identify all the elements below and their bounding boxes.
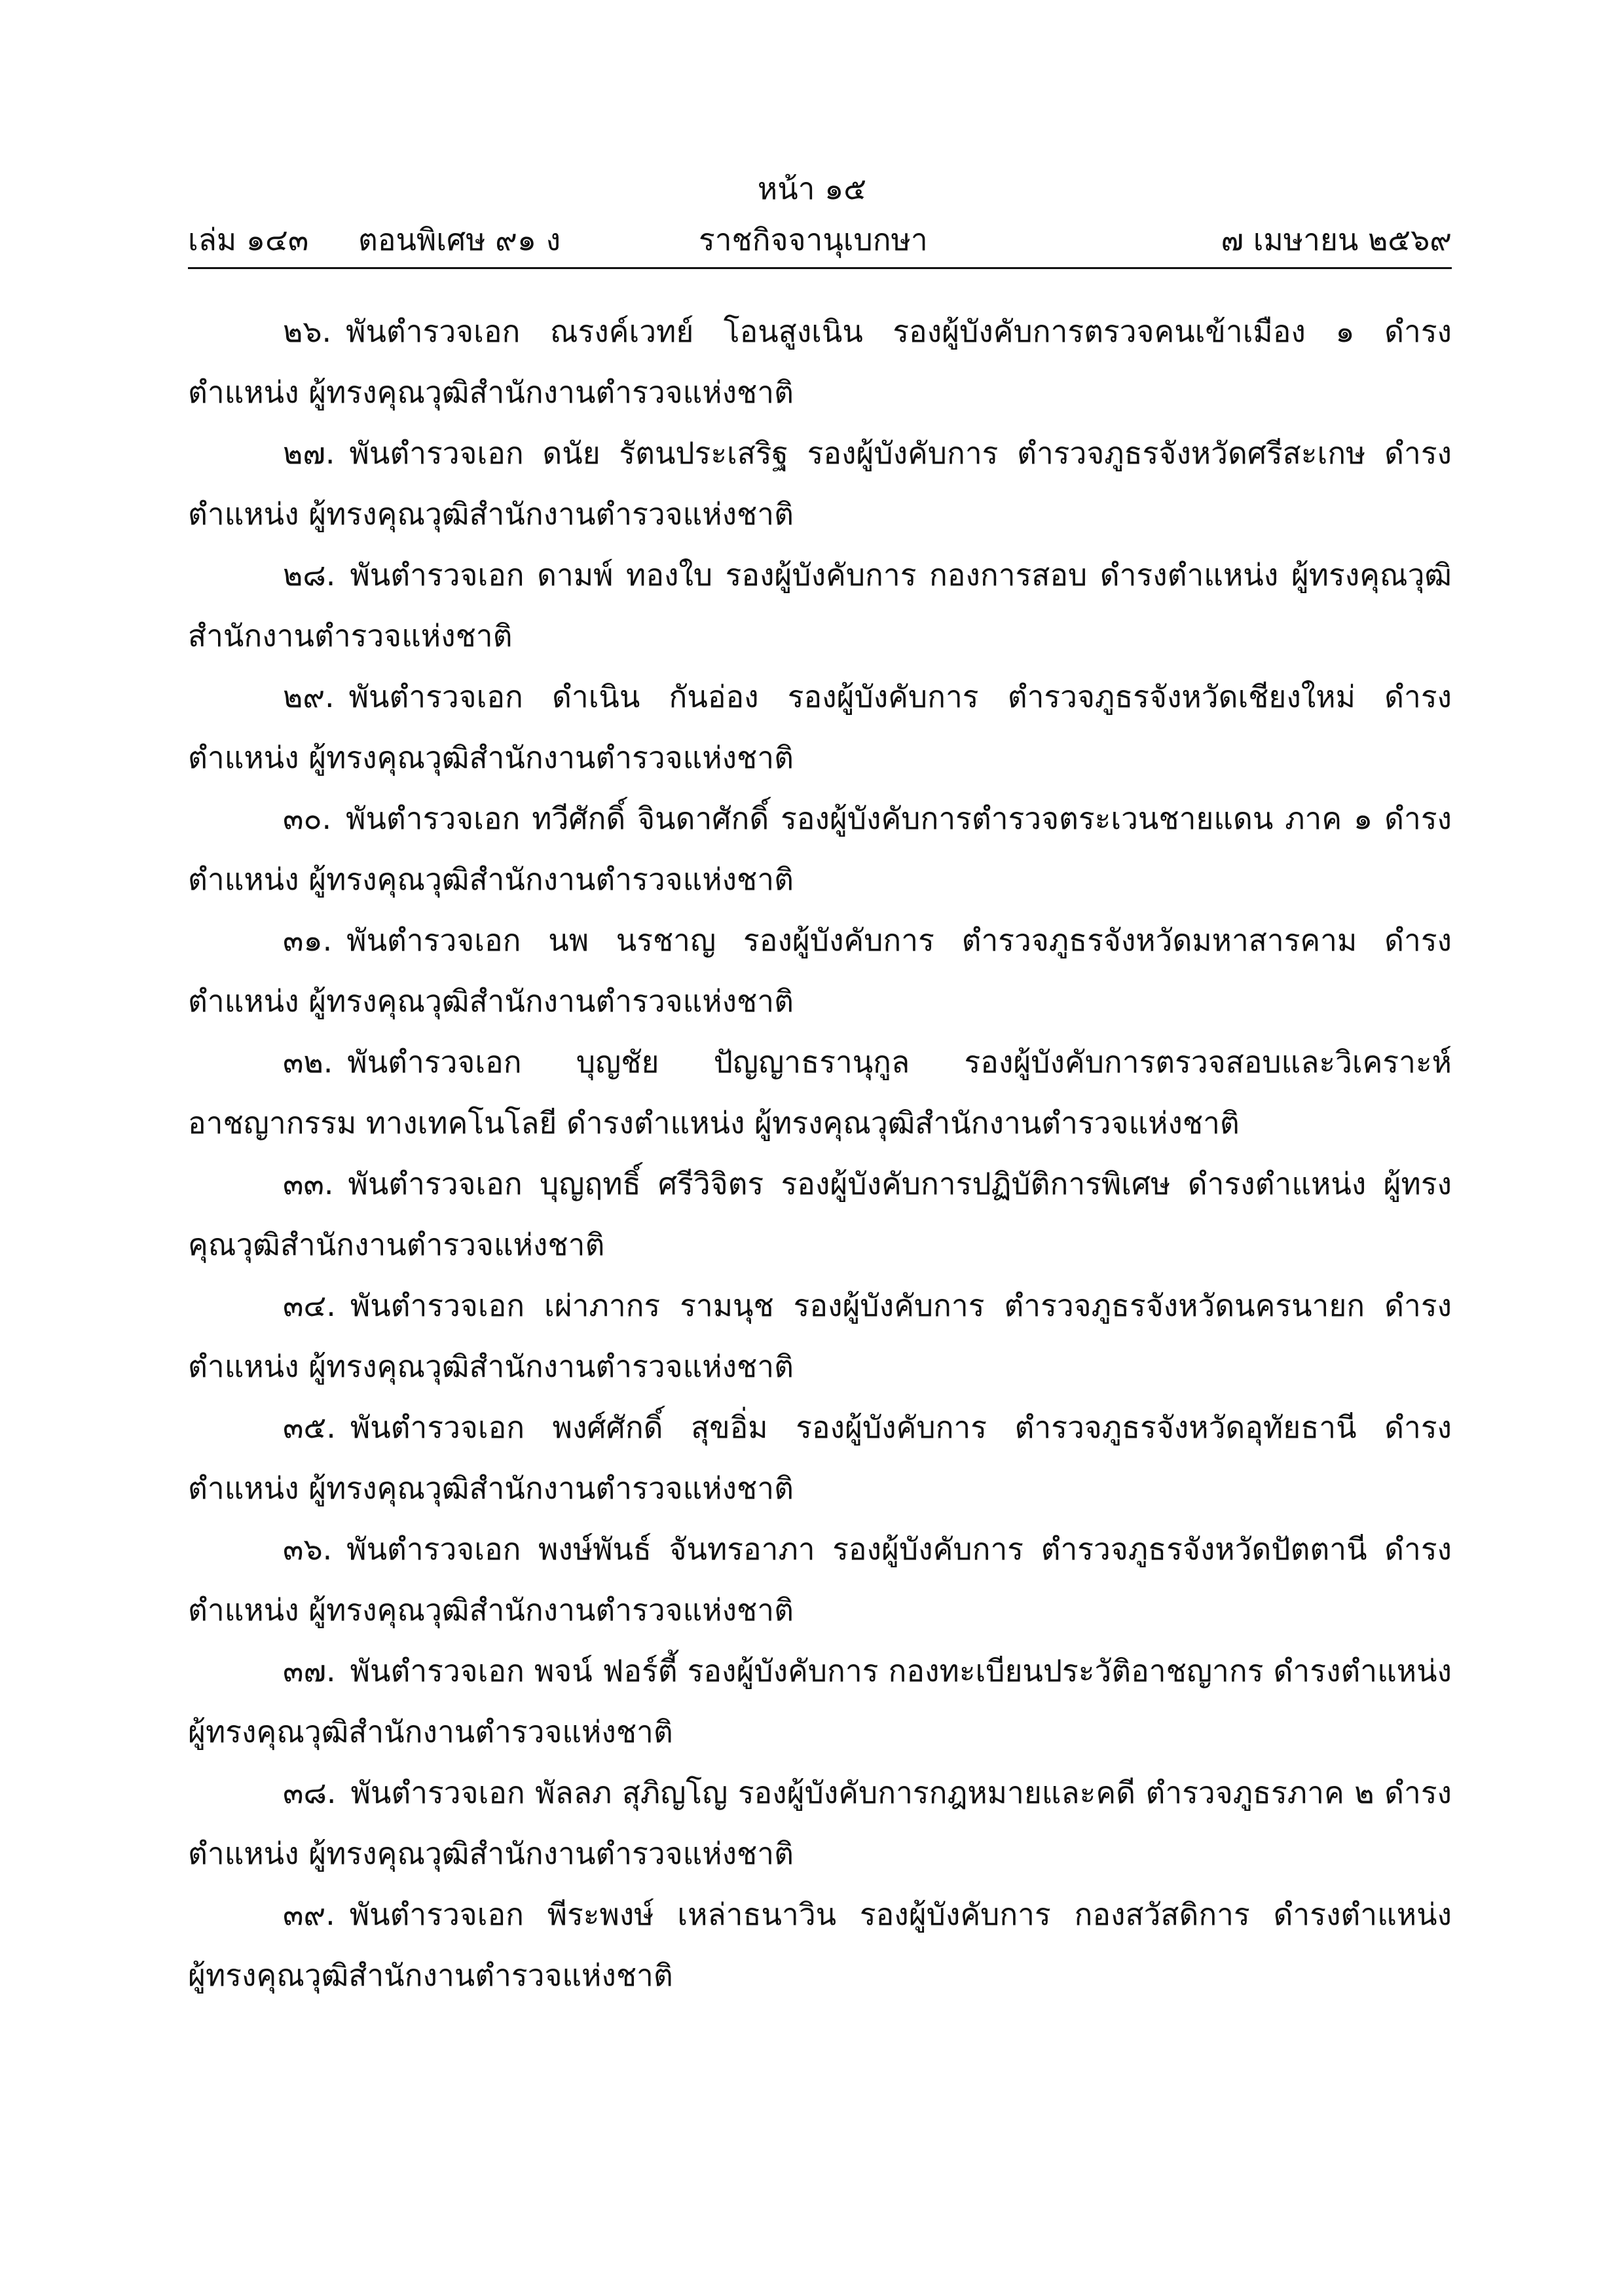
entry-number: ๓๒. [283,1044,333,1080]
entry-text: พันตำรวจเอก พจน์ ฟอร์ตี้ รองผู้บังคับการ กองทะเบียนประวัติอาชญากร ดำรงตำแหน่ง ผู้ทรงคุณวุฒิสำนักงานตำรวจแห่งชาติ [188,1653,1452,1749]
section-label: ตอนพิเศษ ๙๑ ง [358,222,561,257]
list-item [188,423,1452,545]
list-item [188,1641,1452,1762]
entry-text: พันตำรวจเอก นพ นรชาญ รองผู้บังคับการ ตำรวจภูธรจังหวัดมหาสารคาม ดำรงตำแหน่ง ผู้ทรงคุณวุฒิสำนักงานตำรวจแห่งชาติ [188,922,1452,1019]
list-item [188,788,1452,910]
entry-number: ๓๓. [283,1166,334,1201]
entry-number: ๓๗. [283,1653,336,1688]
list-item [188,545,1452,666]
page-number: หน้า ๑๕ [757,171,867,206]
list-item [188,910,1452,1032]
list-item [188,1397,1452,1519]
list-item [188,1762,1452,1884]
entry-text: พันตำรวจเอก ดามพ์ ทองใบ รองผู้บังคับการ กองการสอบ ดำรงตำแหน่ง ผู้ทรงคุณวุฒิ สำนักงานตำรวจแห่งชาติ [188,557,1452,653]
entry-number: ๓๙. [283,1897,335,1932]
entry-text: พันตำรวจเอก ณรงค์เวทย์ โอนสูงเนิน รองผู้บังคับการตรวจคนเข้าเมือง ๑ ดำรงตำแหน่ง ผู้ทรงคุณวุฒิสำนักงานตำรวจแห่งชาติ [188,314,1452,410]
entry-text: พันตำรวจเอก ดนัย รัตนประเสริฐ รองผู้บังคับการ ตำรวจภูธรจังหวัดศรีสะเกษ ดำรงตำแหน่ง ผู้ทรงคุณวุฒิสำนักงานตำรวจแห่งชาติ [188,435,1452,532]
entry-text: พันตำรวจเอก พัลลภ สุภิญโญ รองผู้บังคับการกฎหมายและคดี ตำรวจภูธรภาค ๒ ดำรงตำแหน่ง ผู้ทรงคุณวุฒิสำนักงานตำรวจแห่งชาติ [188,1775,1452,1871]
list-item [188,1884,1452,2006]
entry-number: ๓๔. [283,1288,336,1323]
entry-text: พันตำรวจเอก พงษ์พันธ์ จันทรอาภา รองผู้บังคับการ ตำรวจภูธรจังหวัดปัตตานี ดำรงตำแหน่ง ผู้ทรงคุณวุฒิสำนักงานตำรวจแห่งชาติ [188,1531,1452,1628]
volume-number: เล่ม ๑๔๓ [188,222,309,257]
list-item [188,1154,1452,1275]
entry-number: ๒๘. [283,557,336,592]
entry-number: ๓๖. [283,1531,333,1567]
entry-text: พันตำรวจเอก ดำเนิน กันอ่อง รองผู้บังคับการ ตำรวจภูธรจังหวัดเชียงใหม่ ดำรงตำแหน่ง ผู้ทรงคุณวุฒิสำนักงานตำรวจแห่งชาติ [188,679,1452,775]
entry-text: พันตำรวจเอก เผ่าภากร รามนุช รองผู้บังคับการ ตำรวจภูธรจังหวัดนครนายก ดำรงตำแหน่ง ผู้ทรงคุณวุฒิสำนักงานตำรวจแห่งชาติ [188,1288,1452,1384]
entry-number: ๒๙. [283,679,335,714]
entry-number: ๓๑. [283,922,333,958]
list-item [188,666,1452,788]
gazette-header [188,220,1452,259]
appointment-list [188,301,1452,2006]
publication-date: ๗ เมษายน ๒๕๖๙ [1221,222,1452,257]
entry-number: ๒๗. [283,435,335,471]
entry-number: ๓๕. [283,1410,336,1445]
entry-text: พันตำรวจเอก บุญฤทธิ์ ศรีวิจิตร รองผู้บังคับการปฏิบัติการพิเศษ ดำรงตำแหน่ง ผู้ทรงคุณวุฒิสำนักงานตำรวจแห่งชาติ [188,1166,1452,1262]
entry-number: ๓๘. [283,1775,337,1810]
entry-text: พันตำรวจเอก ทวีศักดิ์ จินดาศักดิ์ รองผู้บังคับการตำรวจตระเวนชายแดน ภาค ๑ ดำรงตำแหน่ง ผู้ทรงคุณวุฒิสำนักงานตำรวจแห่งชาติ [188,801,1452,897]
entry-text: พันตำรวจเอก บุญชัย ปัญญาธรานุกูล รองผู้บังคับการตรวจสอบและวิเคราะห์อาชญากรรม ทางเทคโนโลยี ดำรงตำแหน่ง ผู้ทรงคุณวุฒิสำนักงานตำรวจแห่งชาติ [188,1044,1452,1140]
entry-text: พันตำรวจเอก พงศ์ศักดิ์ สุขอิ่ม รองผู้บังคับการ ตำรวจภูธรจังหวัดอุทัยธานี ดำรงตำแหน่ง ผู้ทรงคุณวุฒิสำนักงานตำรวจแห่งชาติ [188,1410,1452,1506]
entry-text: พันตำรวจเอก พีระพงษ์ เหล่าธนาวิน รองผู้บังคับการ กองสวัสดิการ ดำรงตำแหน่ง ผู้ทรงคุณวุฒิสำนักงานตำรวจแห่งชาติ [188,1897,1452,1993]
entry-number: ๓๐. [283,801,332,836]
journal-title: ราชกิจจานุเบกษา [699,222,928,257]
entry-number: ๒๖. [283,314,332,349]
list-item [188,1032,1452,1154]
header-divider [188,267,1452,269]
list-item [188,301,1452,423]
list-item [188,1275,1452,1397]
list-item [188,1519,1452,1641]
